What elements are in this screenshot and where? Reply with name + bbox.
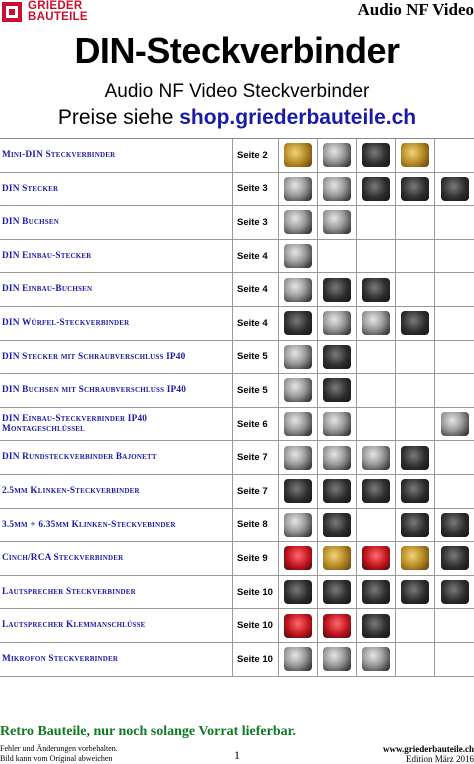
connector-image (362, 647, 390, 671)
thumbnail-cell (435, 609, 474, 642)
page-reference: Seite 10 (233, 576, 279, 609)
connector-image (284, 177, 312, 201)
thumbnail-strip (279, 542, 474, 575)
connector-image (284, 378, 312, 402)
thumbnail-strip (279, 408, 474, 441)
thumbnail-cell (318, 576, 357, 609)
category-link[interactable]: DIN Würfel-Steckverbinder (0, 307, 233, 340)
thumbnail-cell (318, 609, 357, 642)
connector-image (401, 311, 429, 335)
connector-image (362, 143, 390, 167)
thumbnail-cell (279, 441, 318, 474)
thumbnail-cell (318, 139, 357, 172)
connector-image (323, 278, 351, 302)
connector-image (362, 614, 390, 638)
thumbnail-cell (357, 542, 396, 575)
thumbnail-cell (435, 542, 474, 575)
connector-image (441, 177, 469, 201)
category-link[interactable]: Lautsprecher Steckverbinder (0, 576, 233, 609)
category-link[interactable]: DIN Einbau-Steckverbinder IP40 Montageschlüssel (0, 408, 233, 441)
thumbnail-cell (318, 240, 357, 273)
connector-image (323, 614, 351, 638)
thumbnail-cell (318, 273, 357, 306)
table-row[interactable] (0, 609, 474, 643)
connector-image (284, 446, 312, 470)
table-row[interactable] (0, 307, 474, 341)
thumbnail-cell (396, 307, 435, 340)
thumbnail-strip (279, 475, 474, 508)
table-row[interactable] (0, 173, 474, 207)
thumbnail-cell (279, 240, 318, 273)
connector-image (284, 479, 312, 503)
connector-image (362, 311, 390, 335)
thumbnail-cell (435, 341, 474, 374)
thumbnail-cell (435, 240, 474, 273)
category-link[interactable]: Lautsprecher Klemmanschlüsse (0, 609, 233, 642)
thumbnail-cell (279, 576, 318, 609)
thumbnail-cell (357, 441, 396, 474)
thumbnail-cell (357, 509, 396, 542)
thumbnail-cell (318, 475, 357, 508)
thumbnail-strip (279, 173, 474, 206)
thumbnail-cell (435, 509, 474, 542)
connector-image (284, 311, 312, 335)
thumbnail-cell (396, 542, 435, 575)
connector-image (362, 446, 390, 470)
page-reference: Seite 7 (233, 441, 279, 474)
logo-mark-icon (2, 2, 22, 22)
footer-page-number: 1 (234, 748, 240, 762)
category-link[interactable]: 2.5mm Klinken-Steckverbinder (0, 475, 233, 508)
logo-line-2: BAUTEILE (28, 10, 88, 23)
thumbnail-cell (357, 307, 396, 340)
price-line (0, 106, 474, 130)
page-reference: Seite 5 (233, 341, 279, 374)
page-reference: Seite 5 (233, 374, 279, 407)
thumbnail-cell (396, 576, 435, 609)
connector-image (401, 177, 429, 201)
thumbnail-cell (279, 206, 318, 239)
thumbnail-cell (279, 609, 318, 642)
connector-image (323, 378, 351, 402)
thumbnail-cell (435, 307, 474, 340)
footer-disclaimer-line-1: Fehler und Änderungen vorbehalten. (0, 744, 118, 753)
category-link[interactable]: DIN Einbau-Stecker (0, 240, 233, 273)
thumbnail-cell (279, 374, 318, 407)
category-link[interactable]: DIN Buchsen mit Schraubverschluss IP40 (0, 374, 233, 407)
thumbnail-cell (357, 475, 396, 508)
connector-image (284, 345, 312, 369)
thumbnail-cell (396, 441, 435, 474)
thumbnail-cell (435, 206, 474, 239)
connector-image (401, 143, 429, 167)
page-reference: Seite 4 (233, 273, 279, 306)
retro-note: Retro Bauteile, nur noch solange Vorrat lieferbar. (0, 724, 297, 739)
thumbnail-cell (279, 273, 318, 306)
connector-image (401, 580, 429, 604)
thumbnail-cell (279, 139, 318, 172)
thumbnail-cell (396, 139, 435, 172)
thumbnail-cell (357, 139, 396, 172)
connector-image (284, 244, 312, 268)
thumbnail-cell (435, 475, 474, 508)
thumbnail-cell (396, 475, 435, 508)
thumbnail-strip (279, 609, 474, 642)
thumbnail-cell (279, 475, 318, 508)
footer-edition: Edition März 2016 (406, 754, 474, 764)
table-row[interactable] (0, 374, 474, 408)
thumbnail-strip (279, 643, 474, 676)
thumbnail-cell (279, 408, 318, 441)
thumbnail-cell (396, 341, 435, 374)
thumbnail-cell (396, 173, 435, 206)
thumbnail-cell (357, 341, 396, 374)
category-link[interactable]: Mini-DIN Steckverbinder (0, 139, 233, 172)
page-reference: Seite 6 (233, 408, 279, 441)
thumbnail-cell (279, 509, 318, 542)
thumbnail-cell (318, 173, 357, 206)
thumbnail-cell (435, 139, 474, 172)
thumbnail-cell (357, 643, 396, 676)
connector-image (323, 345, 351, 369)
table-row[interactable] (0, 509, 474, 543)
table-row[interactable] (0, 542, 474, 576)
table-row[interactable] (0, 576, 474, 610)
table-row[interactable] (0, 441, 474, 475)
table-row[interactable] (0, 139, 474, 173)
footer-url[interactable]: www.griederbauteile.ch (383, 744, 474, 754)
page-reference: Seite 9 (233, 542, 279, 575)
thumbnail-cell (435, 408, 474, 441)
connector-image (323, 311, 351, 335)
thumbnail-cell (357, 576, 396, 609)
thumbnail-cell (435, 173, 474, 206)
category-link[interactable]: Mikrofon Steckverbinder (0, 643, 233, 676)
thumbnail-cell (279, 341, 318, 374)
category-link[interactable]: DIN Rundsteckverbinder Bajonett (0, 441, 233, 474)
connector-image (441, 580, 469, 604)
header-right-title: Audio NF Video (357, 0, 474, 19)
logo-text (28, 1, 88, 22)
thumbnail-strip (279, 139, 474, 172)
connector-image (362, 479, 390, 503)
logo-line-1: GRIEDER (28, 0, 83, 12)
connector-image (323, 412, 351, 436)
connector-image (284, 546, 312, 570)
connector-image (401, 546, 429, 570)
connector-image (284, 614, 312, 638)
page-reference: Seite 10 (233, 609, 279, 642)
connector-image (323, 143, 351, 167)
table-row[interactable] (0, 273, 474, 307)
connector-image (284, 513, 312, 537)
thumbnail-cell (396, 643, 435, 676)
thumbnail-strip (279, 509, 474, 542)
thumbnail-cell (279, 643, 318, 676)
connector-image (441, 546, 469, 570)
thumbnail-strip (279, 441, 474, 474)
connector-image (284, 143, 312, 167)
thumbnail-cell (435, 273, 474, 306)
category-link[interactable]: 3.5mm + 6.35mm Klinken-Steckvebinder (0, 509, 233, 542)
page-subtitle: Audio NF Video Steckverbinder (104, 81, 370, 102)
page-reference: Seite 2 (233, 139, 279, 172)
thumbnail-cell (396, 509, 435, 542)
thumbnail-cell (357, 273, 396, 306)
thumbnail-cell (396, 374, 435, 407)
connector-image (284, 647, 312, 671)
shop-link[interactable]: shop.griederbauteile.ch (179, 106, 417, 129)
thumbnail-cell (318, 307, 357, 340)
thumbnail-cell (318, 408, 357, 441)
thumbnail-cell (396, 408, 435, 441)
thumbnail-strip (279, 273, 474, 306)
thumbnail-cell (435, 643, 474, 676)
connector-image (323, 210, 351, 234)
connector-image (401, 513, 429, 537)
thumbnail-cell (396, 273, 435, 306)
connector-image (441, 513, 469, 537)
connector-image (323, 446, 351, 470)
page-reference: Seite 4 (233, 240, 279, 273)
connector-image (323, 580, 351, 604)
thumbnail-cell (435, 374, 474, 407)
connector-image (284, 412, 312, 436)
page-reference: Seite 3 (233, 206, 279, 239)
table-row[interactable] (0, 408, 474, 442)
thumbnail-cell (318, 341, 357, 374)
thumbnail-cell (318, 542, 357, 575)
thumbnail-cell (357, 173, 396, 206)
connector-image (323, 513, 351, 537)
table-row[interactable] (0, 643, 474, 677)
connector-image (284, 580, 312, 604)
thumbnail-cell (357, 609, 396, 642)
table-row[interactable] (0, 475, 474, 509)
category-link[interactable]: DIN Einbau-Buchsen (0, 273, 233, 306)
connector-image (401, 446, 429, 470)
thumbnail-cell (357, 206, 396, 239)
thumbnail-cell (318, 374, 357, 407)
thumbnail-strip (279, 374, 474, 407)
thumbnail-cell (396, 609, 435, 642)
connector-image (284, 210, 312, 234)
connector-image (323, 177, 351, 201)
page-reference: Seite 10 (233, 643, 279, 676)
thumbnail-strip (279, 576, 474, 609)
company-logo (2, 2, 122, 24)
connector-image (362, 546, 390, 570)
table-row[interactable] (0, 240, 474, 274)
page-reference: Seite 3 (233, 173, 279, 206)
thumbnail-strip (279, 240, 474, 273)
thumbnail-cell (318, 206, 357, 239)
thumbnail-cell (279, 173, 318, 206)
connector-image (362, 580, 390, 604)
connector-image (401, 479, 429, 503)
thumbnail-cell (357, 374, 396, 407)
connector-image (323, 647, 351, 671)
category-link[interactable]: Cinch/RCA Steckverbinder (0, 542, 233, 575)
connector-image (323, 479, 351, 503)
connector-image (323, 546, 351, 570)
thumbnail-cell (435, 576, 474, 609)
thumbnail-cell (318, 509, 357, 542)
thumbnail-cell (318, 441, 357, 474)
footer-disclaimer-line-2: Bild kann vom Original abweichen (0, 754, 113, 763)
thumbnail-cell (279, 542, 318, 575)
thumbnail-cell (279, 307, 318, 340)
thumbnail-strip (279, 206, 474, 239)
footer-disclaimer (0, 744, 118, 764)
thumbnail-cell (357, 240, 396, 273)
thumbnail-cell (318, 643, 357, 676)
connector-image (284, 278, 312, 302)
page-reference: Seite 7 (233, 475, 279, 508)
thumbnail-cell (357, 408, 396, 441)
category-link[interactable]: DIN Stecker mit Schraubverschluss IP40 (0, 341, 233, 374)
thumbnail-cell (435, 441, 474, 474)
connector-image (362, 278, 390, 302)
thumbnail-strip (279, 307, 474, 340)
table-row[interactable] (0, 206, 474, 240)
connector-image (362, 177, 390, 201)
page-reference: Seite 4 (233, 307, 279, 340)
page-title: DIN-Steckverbinder (74, 30, 400, 71)
table-row[interactable] (0, 341, 474, 375)
category-link[interactable]: DIN Buchsen (0, 206, 233, 239)
catalog-table (0, 138, 474, 677)
footer-right (383, 744, 474, 764)
thumbnail-strip (279, 341, 474, 374)
connector-image (441, 412, 469, 436)
category-link[interactable]: DIN Stecker (0, 173, 233, 206)
price-prefix: Preise siehe (57, 106, 180, 129)
page-reference: Seite 8 (233, 509, 279, 542)
thumbnail-cell (396, 240, 435, 273)
thumbnail-cell (396, 206, 435, 239)
